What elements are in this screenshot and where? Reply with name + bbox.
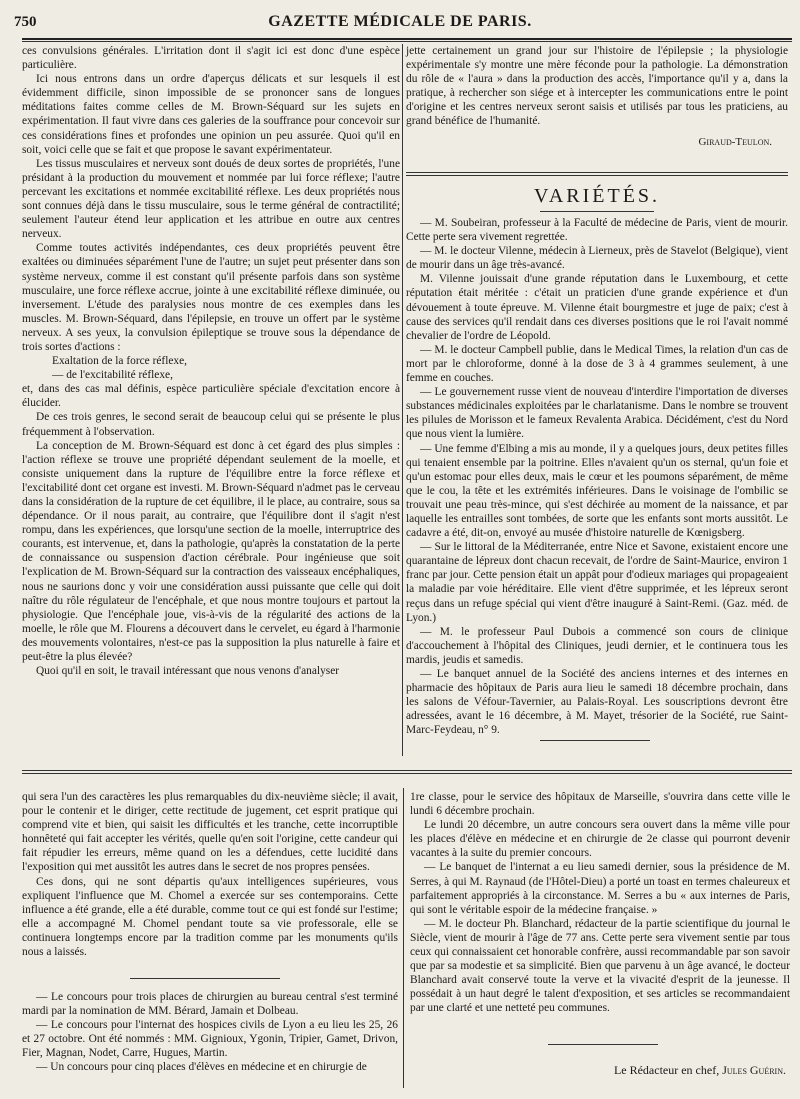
news-item: — M. le professeur Paul Dubois a commencé son cours de clinique d'accouchement à l'hôpital des Cliniques, jeudi dernier, et le continuera tous les mardis, jeudis et samedis. [406, 625, 788, 666]
news-item: — Sur le littoral de la Méditerranée, entre Nice et Savone, existaient encore une quarantaine de lépreux dont chacun recevait, de l'ordre de Saint-Maurice, environ 1 franc par jour. Cette pension était un appât pour d'odieux mariages qui propageaient la maladie par voie héréditaire. Elle vient d'être supprimée, et les lépreux seront reçus dans un refuge spécial qui vient d'être inauguré à Saint-Remi. (Gaz. méd. de Lyon.) [406, 541, 788, 624]
header-rule [22, 38, 792, 40]
title-underline [540, 211, 654, 212]
editor-label: Le Rédacteur en chef, [613, 1063, 720, 1077]
paragraph: Comme toutes activités indépendantes, ces deux propriétés peuvent être exaltées ou diminuées séparément l'une de l'autre; un sujet peut présenter dans son système nerveux, comme il est constant qu'il présente parfois dans son système musculaire, une force réflexe accrue, jointe à une excitabilité réflexe diminuée, ou inversement. L'étude des paralysies nous montre de ces exemples dans les muscles. M. Brown-Séquard, dans l'épilepsie, en trouve un offert par le système nerveux. A ses yeux, la convulsion épileptique se trouve sous la dépendance de trois sortes d'actions : [22, 242, 400, 353]
bottom-column-divider [403, 788, 404, 1088]
end-rule [548, 1044, 658, 1045]
news-item: M. Vilenne jouissait d'une grande réputation dans le Luxembourg, et cette réputation était méritée : c'était un praticien d'une grande expérience et d'un dévouement à toute épreuve. M. Vilenne était bourgmestre et juge de paix; c'est à cause des services qu'il rendait dans ces diverses positions que le roi l'avait nommé chevalier de l'ordre de Léopold. [406, 273, 788, 342]
bottom-right-column [410, 790, 790, 1060]
fold-rule [22, 770, 792, 771]
bottom-left-column [22, 790, 398, 959]
paragraph: Ces dons, qui ne sont départis qu'aux intelligences supérieures, vous expliquent l'influence que M. Chomel a exercée sur ses contemporains. Cette influence a été grande, elle a été durable, comme tout ce qui est fondé sur l'estime; elle a accompagné M. Chomel pendant toute sa vie professorale, elle se continuera longtemps encore par la tradition comme par les monuments qu'ils nous a laissés. [22, 875, 398, 959]
author-signature: Giraud-Teulon. [698, 135, 772, 148]
page-number: 750 [14, 14, 37, 30]
news-item: — M. Soubeiran, professeur à la Faculté de médecine de Paris, vient de mourir. Cette perte sera vivement regrettée. [406, 217, 788, 244]
notice: — Le concours pour l'internat des hospices civils de Lyon a eu lieu les 25, 26 et 27 octobre. Ont été nommés : MM. Gignioux, Ygonin, Tripier, Gamet, Drivon, Fier, Magnan, Nodet, Carre, Hugues, Martin. [22, 1019, 398, 1060]
notice: — Un concours pour cinq places d'élèves en médecine et en chirurgie de [36, 1061, 367, 1074]
list-line: Exaltation de la force réflexe, [52, 355, 188, 368]
section-rule-double [406, 175, 788, 176]
news-item: — Une femme d'Elbing a mis au monde, il y a quelques jours, deux petites filles qui tenaient ensemble par la poitrine. Elles n'avaient qu'un os sternal, qu'un foie et qu'un estomac pour elles deux, mais le cœur et les poumons séparément, de même que le cou, la tête et les extrémités inférieures. Dans le voisinage de l'ombilic se trouvait une peau très-mince, qui s'est déchirée au moment de la naissance, et par laquelle les entrailles sont tombées, de sorte que les enfants sont morts aussitôt. Le cadavre a été, dit-on, envoyé au musée d'histoire naturelle de Kœnigsberg. [406, 442, 788, 540]
paragraph: De ces trois genres, le second serait de beaucoup celui qui se présente le plus fréquemment à l'observation. [22, 411, 400, 438]
paragraph: — Le banquet de l'internat a eu lieu samedi dernier, sous la présidence de M. Serres, à qui M. Raynaud (de l'Hôtel-Dieu) a porté un toast en termes chaleureux et parfaitement appropriés à la circonstance. M. Serres a bu « aux internes de Paris, qui sont le véritable espoir de la médecine française. » [410, 861, 790, 916]
paragraph: — M. le docteur Ph. Blanchard, rédacteur de la partie scientifique du journal le Siècle, vient de mourir à l'âge de 77 ans. Cette perte sera vivement sentie par tous ceux qui connaissaient cet honorable confrère, aussi recommandable par son savoir que par sa modestie et sa simplicité. Bien que parvenu à un âge avancé, le docteur Blanchard avait conservé toute la verve et la vivacité d'esprit de la jeunesse. Il possédait à un haut degré le talent d'exposition, et ses articles se recommandaient par une clarté et une netteté peu communes. [410, 917, 790, 1015]
list-line: — de l'excitabilité réflexe, [52, 369, 173, 382]
bottom-left-notices [22, 990, 398, 1094]
header-rule-thin [22, 41, 792, 42]
journal-title: GAZETTE MÉDICALE DE PARIS. [268, 13, 532, 30]
column-divider [402, 44, 403, 756]
news-item: — M. le docteur Vilenne, médecin à Lierneux, près de Stavelot (Belgique), vient de mourir dans un âge très-avancé. [406, 245, 788, 272]
varietes-column [406, 216, 788, 736]
fold-rule-double [22, 773, 792, 774]
paragraph: et, dans des cas mal définis, espèce particulière spéciale d'excitation encore à élucider. [22, 383, 400, 410]
paragraph: 1re classe, pour le service des hôpitaux de Marseille, s'ouvrira dans cette ville le lundi 6 décembre prochain. [410, 791, 790, 818]
paragraph: qui sera l'un des caractères les plus remarquables du dix-neuvième siècle; il avait, pour le contenir et le diriger, cette rectitude de jugement, cet esprit pratique qui comprend vite et bien, qui saisit les difficultés et les tranche, cette incorruptible honnêteté qui fait accepter les vérités, quelle qu'en soit l'origine, cette candeur qui fait répudier les erreurs, même quand on les a défendues, cette lucidité dans l'exposition qui met aussitôt les autres dans le secret de nos propres pensées. [22, 791, 398, 874]
editor-name: Jules Guérin. [722, 1063, 786, 1077]
paragraph: Les tissus musculaires et nerveux sont doués de deux sortes de propriétés, l'une présidant à la production du mouvement et nommée par lui force réflexe; l'autre percevant les excitations et nommée excitabilité réflexe. Les deux propriétés nous sont connues déjà dans le tissu musculaire, sous le terme général de contractilité; seulement l'auteur étend leur application et les attribue en outre aux centres nerveux. [22, 157, 400, 241]
paragraph: jette certainement un grand jour sur l'histoire de l'épilepsie ; la physiologie expérimentale s'y montre une mère féconde pour la pathologie. La démonstration du rôle de « l'aura » dans la production des accès, l'importance qu'il y a, dans la pratique, à rechercher son siége et à intercepter les communications entre le point d'origine et les centres nerveux seront saisis et utilisés par tous les praticiens, au grand bénéfice de l'humanité. [406, 45, 788, 128]
paragraph: Quoi qu'il en soit, le travail intéressant que nous venons d'analyser [36, 665, 340, 678]
editor-signature [556, 1063, 786, 1078]
left-column [22, 44, 400, 756]
separator-rule [130, 978, 280, 979]
news-item: — Le banquet annuel de la Société des anciens internes et des internes en pharmacie des hôpitaux de Paris aura lieu le samedi 18 décembre prochain, dans les salons de Véfour-Tavernier, au Palais-Royal. Les souscriptions devront être adressées, avant le 16 décembre, à M. Mayet, trésorier de la Société, rue Saint-Marc-Feydeau, n° 9. [406, 668, 788, 737]
end-rule [540, 740, 650, 741]
page-header [0, 0, 800, 36]
section-title-varietes: VARIÉTÉS. [533, 185, 661, 207]
paragraph: Ici nous entrons dans un ordre d'aperçus délicats et sur lesquels il est évidemment difficile, sinon impossible de se prononcer sans de longues méditations faites comme celles de M. Brown-Séquard sur les sujets en expérimentation. Il faut vivre dans ces galeries de la souffrance pour concevoir sur ces considérations fines et profondes une opinion un peu assurée. Quoi qu'il en soit, voici celle que se fait et que propose le savant expérimentateur. [22, 73, 400, 156]
paragraph: La conception de M. Brown-Séquard est donc à cet égard des plus simples : l'action réflexe se trouve une propriété dépendant seulement de la moelle, et consiste uniquement dans la rupture de l'équilibre entre la force réflexe et l'excitabilité dont cet organe est investi. M. Brown-Séquard n'admet pas le cerveau dans la considération de la rupture de cet équilibre, il le place, au contraire, sous sa dépendance. Or il nous parait, au contraire, que l'équilibre dont il s'agit n'est rompu, dans les expériences, que lorsqu'une section de la moelle, interruptrice des courants, est intervenue, et, dans la pathologie, qu'après la constatation de la perte de connaissance ou suspension d'action cérébrale. Pour ingénieuse que soit l'explication de M. Brown-Séquard sur la contraction des vaisseaux encéphaliques, nous ne saurions donc y voir une considération aussi puissante que celle qui doit naître du rôle régulateur de l'encéphale, et que nous montre toujours et partout la physiologie. Que l'encéphale joue, vis-à-vis de la régularité des actions de la moelle, le rôle que M. Flourens a découvert dans le cervelet, eu égard à l'harmonie des mouvements volontaires, n'est-ce pas la supposition la plus naturelle à faire et peut-être la plus élevée? [22, 439, 400, 664]
right-column-continuation [406, 44, 788, 154]
notice: — Le concours pour trois places de chirurgien au bureau central s'est terminé mardi par la nomination de MM. Bérard, Jamain et Dolbeau. [22, 991, 398, 1018]
news-item: — M. le docteur Campbell publie, dans le Medical Times, la relation d'un cas de mort par le chloroforme, donné à la dose de 3 à 4 grammes seulement, à une femme en couches. [406, 343, 788, 385]
section-rule [406, 172, 788, 173]
paragraph: Le lundi 20 décembre, un autre concours sera ouvert dans la même ville pour les places d'élève en médecine et en chirurgie de 2e classe qui pourront devenir vacantes à la suite du premier concours. [410, 819, 790, 860]
paragraph: ces convulsions générales. L'irritation dont il s'agit ici est donc d'une espèce particulière. [22, 45, 400, 72]
news-item: — Le gouvernement russe vient de nouveau d'interdire l'importation de diverses substances médicinales exploitées par le charlatanisme. Dans le nombre se trouvent les pilules de Morisson et le fameux Revalenta Arabica. Décidément, c'est du Nord que nous vient la lumière. [406, 386, 788, 441]
